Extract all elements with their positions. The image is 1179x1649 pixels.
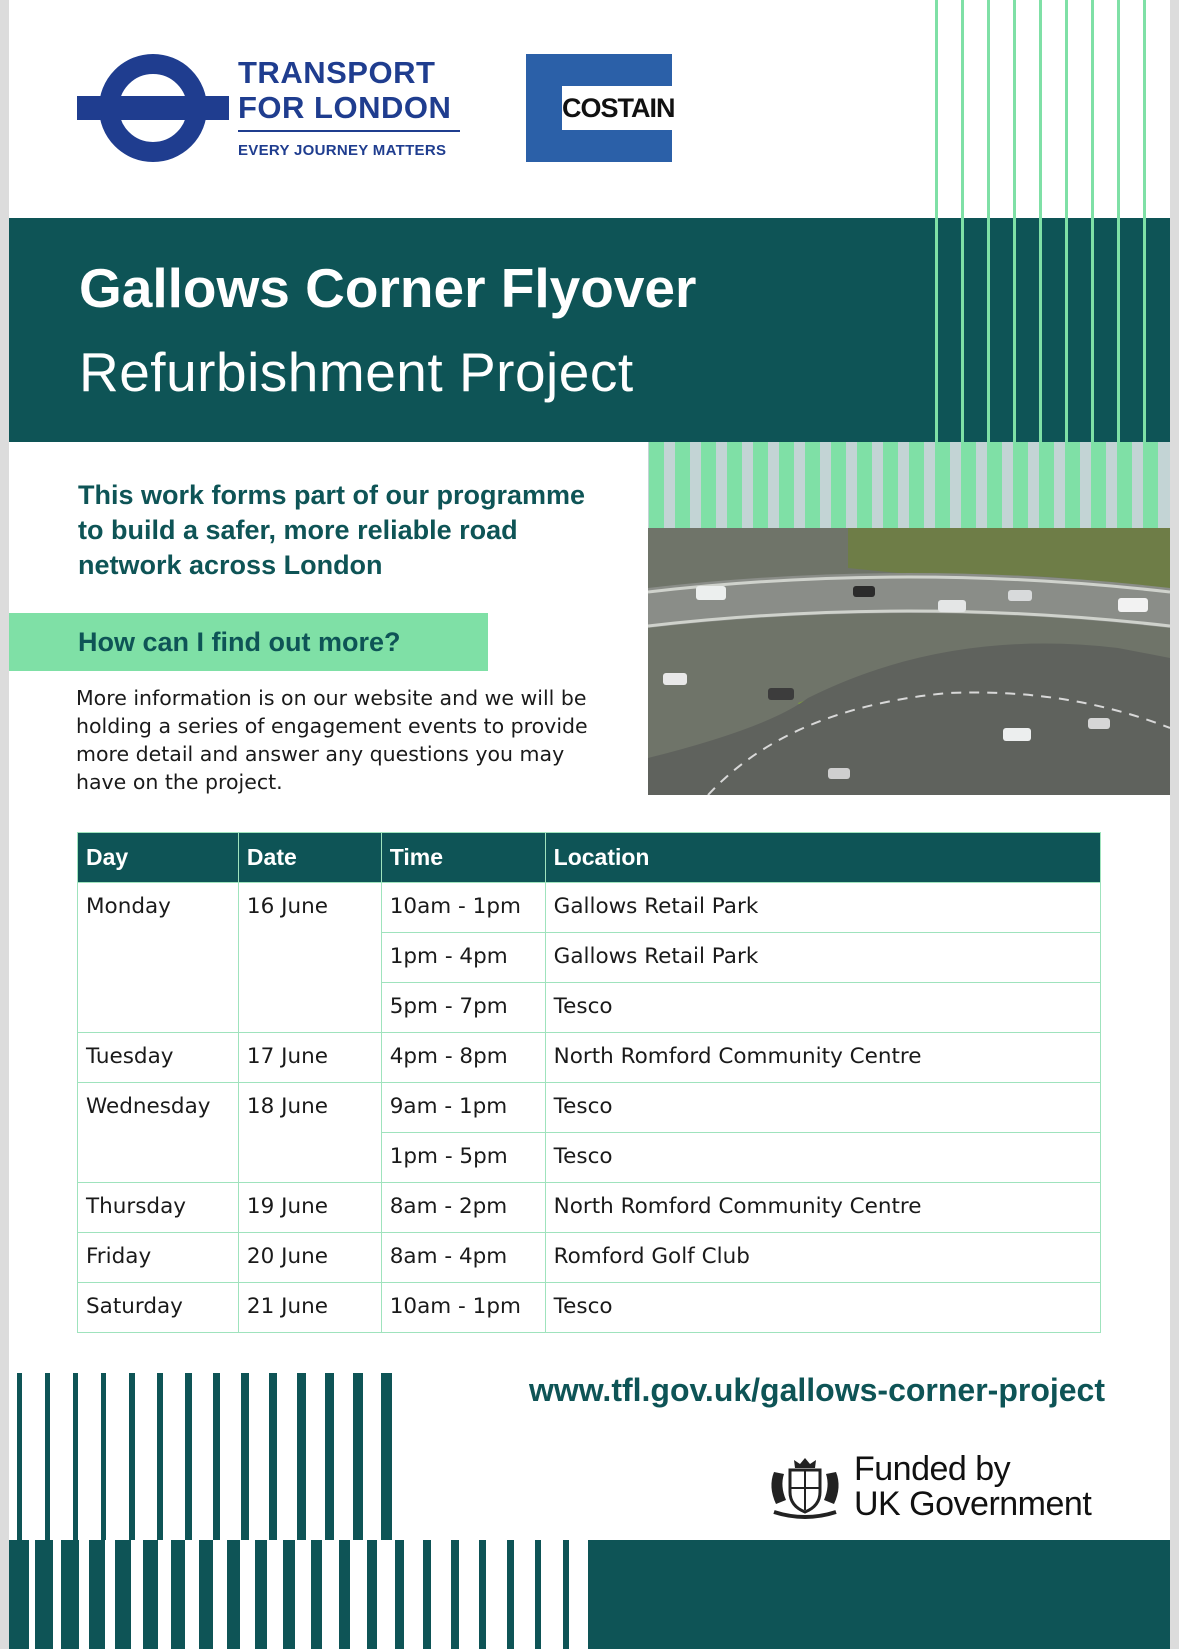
cell-time: 10am - 1pm [381, 883, 545, 933]
cell-day: Wednesday [78, 1083, 239, 1183]
bottom-left-stripes [9, 1373, 569, 1649]
cell-time: 4pm - 8pm [381, 1033, 545, 1083]
table-row [78, 1283, 1101, 1333]
cell-date: 18 June [238, 1083, 381, 1183]
footer-bar [588, 1540, 1170, 1649]
cell-location: Romford Golf Club [545, 1233, 1100, 1283]
table-header-row [78, 833, 1101, 883]
cell-day: Friday [78, 1233, 239, 1283]
cell-time: 9am - 1pm [381, 1083, 545, 1133]
cell-time: 1pm - 5pm [381, 1133, 545, 1183]
cell-date: 17 June [238, 1033, 381, 1083]
cell-time: 1pm - 4pm [381, 933, 545, 983]
page-subtitle: Refurbishment Project [79, 341, 634, 403]
cell-date: 16 June [238, 883, 381, 1033]
table-row [78, 1083, 1101, 1133]
banner-stripes [935, 218, 1170, 442]
tfl-name-line1: TRANSPORT [238, 55, 436, 90]
costain-plate [562, 86, 675, 130]
intro-statement: This work forms part of our programme to build a safer, more reliable road network across London [78, 480, 586, 580]
header-time: Time [381, 833, 545, 883]
table-row [78, 883, 1101, 933]
cell-day: Thursday [78, 1183, 239, 1233]
cell-date: 19 June [238, 1183, 381, 1233]
cell-location: Gallows Retail Park [545, 933, 1100, 983]
cell-location: North Romford Community Centre [545, 1183, 1100, 1233]
cell-day: Saturday [78, 1283, 239, 1333]
header-date: Date [238, 833, 381, 883]
cell-location: Tesco [545, 1133, 1100, 1183]
find-out-more-body: More information is on our website and we will be holding a series of engagement events to provide more detail and answer any questions you may have on the project. [76, 686, 588, 794]
cell-location: Tesco [545, 1283, 1100, 1333]
header-day: Day [78, 833, 239, 883]
aerial-flyover-photo [648, 528, 1170, 795]
funded-by-line1: Funded by [854, 1450, 1011, 1488]
header-location: Location [545, 833, 1100, 883]
cell-date: 21 June [238, 1283, 381, 1333]
table-row [78, 1033, 1101, 1083]
cell-location: Tesco [545, 1083, 1100, 1133]
funded-by-line2: UK Government [854, 1485, 1092, 1523]
cell-time: 8am - 4pm [381, 1233, 545, 1283]
tfl-divider [238, 130, 460, 132]
cell-day: Monday [78, 883, 239, 1033]
cell-location: North Romford Community Centre [545, 1033, 1100, 1083]
find-out-more-heading: How can I find out more? [78, 627, 401, 657]
page-title: Gallows Corner Flyover [79, 257, 697, 319]
cell-time: 10am - 1pm [381, 1283, 545, 1333]
roundel-icon [77, 52, 229, 164]
tfl-tagline: EVERY JOURNEY MATTERS [238, 142, 447, 159]
costain-logo [526, 54, 675, 162]
cell-time: 5pm - 7pm [381, 983, 545, 1033]
cell-location: Tesco [545, 983, 1100, 1033]
cell-time: 8am - 2pm [381, 1183, 545, 1233]
costain-label: COSTAIN [562, 93, 675, 123]
website-link[interactable]: www.tfl.gov.uk/gallows-corner-project [528, 1372, 1105, 1408]
table-row [78, 1233, 1101, 1283]
tfl-name-line2: FOR LONDON [238, 90, 452, 125]
cell-day: Tuesday [78, 1033, 239, 1083]
poster [9, 0, 1170, 1649]
events-table [77, 832, 1101, 1333]
royal-crest-icon [764, 1452, 846, 1522]
photo-top-stripes [648, 442, 1170, 528]
table-row [78, 1183, 1101, 1233]
cell-location: Gallows Retail Park [545, 883, 1100, 933]
cell-date: 20 June [238, 1233, 381, 1283]
